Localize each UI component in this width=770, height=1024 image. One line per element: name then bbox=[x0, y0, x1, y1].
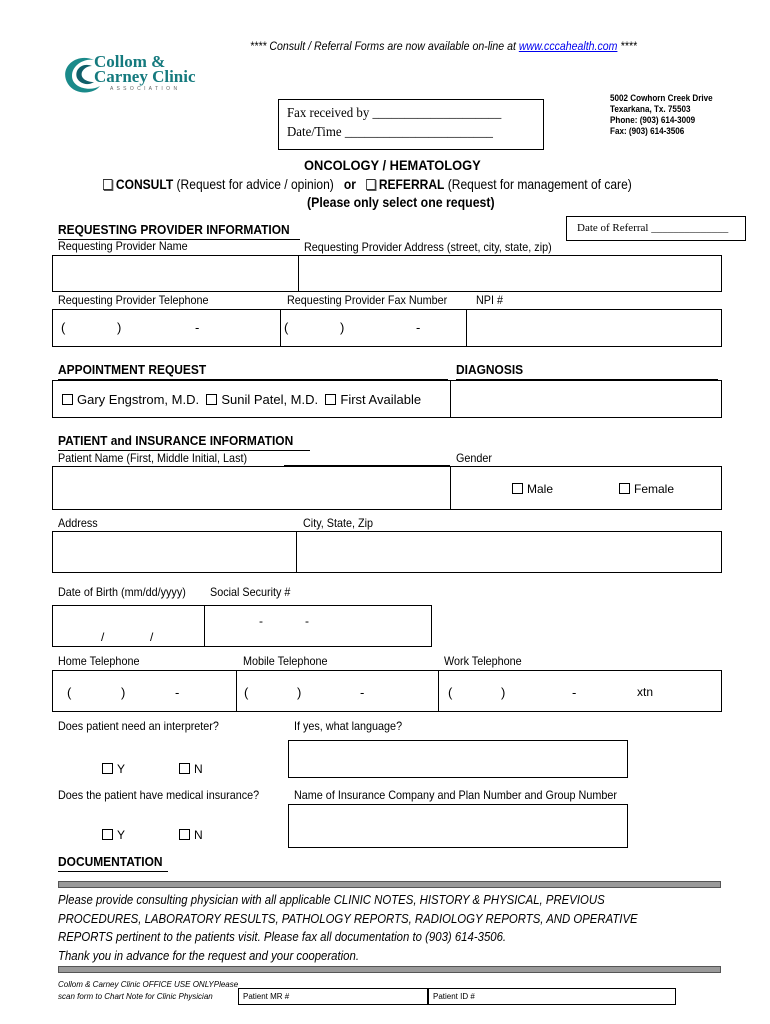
patient-id-label: Patient ID # bbox=[433, 992, 475, 1001]
work-close-paren: ) bbox=[501, 685, 506, 700]
office-use-line-2: scan form to Chart Note for Clinic Physician bbox=[58, 992, 213, 1001]
first-available-checkbox[interactable] bbox=[325, 394, 336, 405]
diagnosis-input[interactable] bbox=[451, 381, 721, 417]
logo-line2: Carney Clinic bbox=[94, 67, 196, 86]
provider-address-label: Requesting Provider Address (street, city, state, zip) bbox=[304, 240, 552, 254]
address-street: 5002 Cowhorn Creek Drive bbox=[610, 93, 713, 103]
phone-open-paren: ( bbox=[61, 320, 66, 335]
logo-line1: Collom & bbox=[94, 52, 166, 71]
request-type-row bbox=[103, 176, 632, 192]
work-dash: - bbox=[572, 685, 577, 700]
select-one-note: (Please only select one request) bbox=[307, 194, 495, 210]
dob-sep-1: / bbox=[101, 630, 105, 644]
provider-fax-label: Requesting Provider Fax Number bbox=[287, 293, 448, 307]
clinic-address bbox=[610, 93, 713, 137]
insurance-no-label: N bbox=[194, 828, 203, 842]
npi-input[interactable] bbox=[467, 310, 721, 346]
female-label: Female bbox=[634, 482, 675, 496]
banner-suffix: **** bbox=[617, 39, 637, 53]
fax-received-by[interactable]: Fax received by ____________________ bbox=[287, 106, 502, 121]
or-label: or bbox=[343, 176, 356, 192]
female-checkbox[interactable] bbox=[619, 483, 630, 494]
dob-label: Date of Birth (mm/dd/yyyy) bbox=[58, 585, 186, 599]
insurance-no-checkbox[interactable] bbox=[179, 829, 190, 840]
ssn-sep-1: - bbox=[259, 614, 263, 628]
patient-name-input[interactable] bbox=[53, 467, 449, 509]
office-use-line-1: Collom & Carney Clinic OFFICE USE ONLYPlease bbox=[58, 980, 239, 989]
ssn-input[interactable] bbox=[205, 606, 431, 646]
phone-dash: - bbox=[195, 320, 200, 335]
home-phone-input[interactable] bbox=[53, 671, 235, 711]
patient-mr-box[interactable] bbox=[238, 988, 428, 1005]
home-phone-label: Home Telephone bbox=[58, 654, 140, 668]
language-label: If yes, what language? bbox=[294, 719, 403, 733]
mobile-dash: - bbox=[360, 685, 365, 700]
mobile-open-paren: ( bbox=[244, 685, 249, 700]
interpreter-yes-option[interactable] bbox=[102, 762, 125, 776]
male-label: Male bbox=[527, 482, 554, 496]
consult-label: CONSULT bbox=[115, 176, 174, 192]
referral-checkbox[interactable] bbox=[366, 179, 375, 190]
date-of-referral-label: Date of Referral ______________ bbox=[577, 222, 729, 234]
logo-subtitle: A S S O C I A T I O N bbox=[110, 86, 179, 92]
insurance-yes-option[interactable] bbox=[102, 828, 125, 842]
male-option[interactable] bbox=[512, 482, 553, 496]
date-of-referral-box[interactable] bbox=[566, 216, 746, 241]
provider-name-label: Requesting Provider Name bbox=[58, 239, 188, 253]
provider-address-input[interactable] bbox=[299, 256, 721, 291]
documentation-line-3: REPORTS pertinent to the patients visit. Please fax all documentation to (903) 614-3506. bbox=[58, 929, 507, 944]
patient-address-input[interactable] bbox=[53, 532, 295, 572]
mobile-close-paren: ) bbox=[297, 685, 302, 700]
office-use-note bbox=[58, 979, 238, 1003]
interpreter-no-checkbox[interactable] bbox=[179, 763, 190, 774]
patel-label: Sunil Patel, M.D. bbox=[221, 392, 319, 407]
female-option[interactable] bbox=[619, 482, 674, 496]
fax-received-box bbox=[278, 99, 544, 150]
patel-checkbox[interactable] bbox=[206, 394, 217, 405]
appointment-section-header: APPOINTMENT REQUEST bbox=[58, 362, 207, 377]
interpreter-no-option[interactable] bbox=[179, 762, 203, 776]
appointment-options bbox=[62, 392, 421, 407]
documentation-bottom-bar bbox=[58, 966, 721, 973]
fax-open-paren: ( bbox=[284, 320, 289, 335]
work-open-paren: ( bbox=[448, 685, 453, 700]
consult-desc: (Request for advice / opinion) bbox=[173, 176, 334, 192]
npi-label: NPI # bbox=[476, 293, 504, 307]
banner-prefix: **** Consult / Referral Forms are now available on-line at bbox=[250, 39, 519, 53]
address-label: Address bbox=[58, 516, 98, 530]
home-open-paren: ( bbox=[67, 685, 72, 700]
insurance-label: Does the patient have medical insurance? bbox=[58, 788, 260, 802]
fax-close-paren: ) bbox=[340, 320, 345, 335]
fax-dash: - bbox=[416, 320, 421, 335]
phone-close-paren: ) bbox=[117, 320, 122, 335]
first-available-label: First Available bbox=[340, 392, 422, 407]
patient-section-header: PATIENT and INSURANCE INFORMATION bbox=[58, 433, 294, 448]
patient-mr-label: Patient MR # bbox=[243, 992, 290, 1001]
documentation-top-bar bbox=[58, 881, 721, 888]
insurance-yes-checkbox[interactable] bbox=[102, 829, 113, 840]
provider-section-header: REQUESTING PROVIDER INFORMATION bbox=[58, 222, 290, 237]
name-gender-divider bbox=[450, 466, 451, 510]
documentation-line-2: PROCEDURES, LABORATORY RESULTS, PATHOLOGY REPORTS, RADIOLOGY REPORTS, AND OPERATIVE bbox=[58, 910, 638, 926]
patient-name-label: Patient Name (First, Middle Initial, Last) bbox=[58, 451, 248, 465]
address-phone: Phone: (903) 614-3009 bbox=[610, 115, 696, 125]
male-checkbox[interactable] bbox=[512, 483, 523, 494]
interpreter-yes-checkbox[interactable] bbox=[102, 763, 113, 774]
interpreter-yes-label: Y bbox=[117, 762, 126, 776]
engstrom-checkbox[interactable] bbox=[62, 394, 73, 405]
engstrom-label: Gary Engstrom, M.D. bbox=[77, 392, 200, 407]
fax-date-time[interactable]: Date/Time _______________________ bbox=[287, 125, 493, 140]
provider-phone-input[interactable] bbox=[53, 310, 279, 346]
clinic-logo bbox=[62, 52, 212, 98]
online-forms-banner bbox=[250, 39, 637, 53]
insurance-company-input[interactable] bbox=[288, 804, 628, 848]
interpreter-label: Does patient need an interpreter? bbox=[58, 719, 219, 733]
website-link[interactable]: www.cccahealth.com bbox=[518, 39, 618, 53]
home-dash: - bbox=[175, 685, 180, 700]
ssn-sep-2: - bbox=[305, 614, 309, 628]
address-city: Texarkana, Tx. 75503 bbox=[610, 104, 691, 114]
provider-fax-input[interactable] bbox=[281, 310, 465, 346]
documentation-text bbox=[58, 891, 638, 965]
work-phone-label: Work Telephone bbox=[444, 654, 522, 668]
referral-desc: (Request for management of care) bbox=[444, 176, 632, 192]
documentation-section-header: DOCUMENTATION bbox=[58, 854, 163, 869]
consult-checkbox[interactable] bbox=[103, 179, 112, 190]
mobile-phone-input[interactable] bbox=[237, 671, 437, 711]
address-fax: Fax: (903) 614-3506 bbox=[610, 126, 685, 136]
interpreter-no-label: N bbox=[194, 762, 203, 776]
gender-label: Gender bbox=[456, 451, 493, 465]
diagnosis-section-header: DIAGNOSIS bbox=[456, 362, 524, 377]
form-title: ONCOLOGY / HEMATOLOGY bbox=[304, 157, 481, 173]
ssn-label: Social Security # bbox=[210, 585, 291, 599]
documentation-header-underline bbox=[58, 871, 168, 872]
insurance-no-option[interactable] bbox=[179, 828, 203, 842]
language-input[interactable] bbox=[288, 740, 628, 778]
patient-city-input[interactable] bbox=[297, 532, 721, 572]
city-state-zip-label: City, State, Zip bbox=[303, 516, 374, 530]
provider-name-input[interactable] bbox=[53, 256, 297, 291]
documentation-line-1: Please provide consulting physician with all applicable CLINIC NOTES, HISTORY & PHYSICAL, PREVIOUS bbox=[58, 892, 605, 907]
xtn-label: xtn bbox=[637, 685, 654, 699]
patient-id-box[interactable] bbox=[428, 988, 676, 1005]
home-close-paren: ) bbox=[121, 685, 126, 700]
mobile-phone-label: Mobile Telephone bbox=[243, 654, 328, 668]
provider-phone-label: Requesting Provider Telephone bbox=[58, 293, 209, 307]
documentation-line-4: Thank you in advance for the request and your cooperation. bbox=[58, 947, 359, 963]
dob-sep-2: / bbox=[150, 630, 154, 644]
insurance-yes-label: Y bbox=[117, 828, 126, 842]
dob-input[interactable] bbox=[53, 606, 203, 646]
insurance-company-label: Name of Insurance Company and Plan Number and Group Number bbox=[294, 788, 617, 802]
work-phone-input[interactable] bbox=[439, 671, 721, 711]
referral-label: REFERRAL bbox=[378, 176, 445, 192]
